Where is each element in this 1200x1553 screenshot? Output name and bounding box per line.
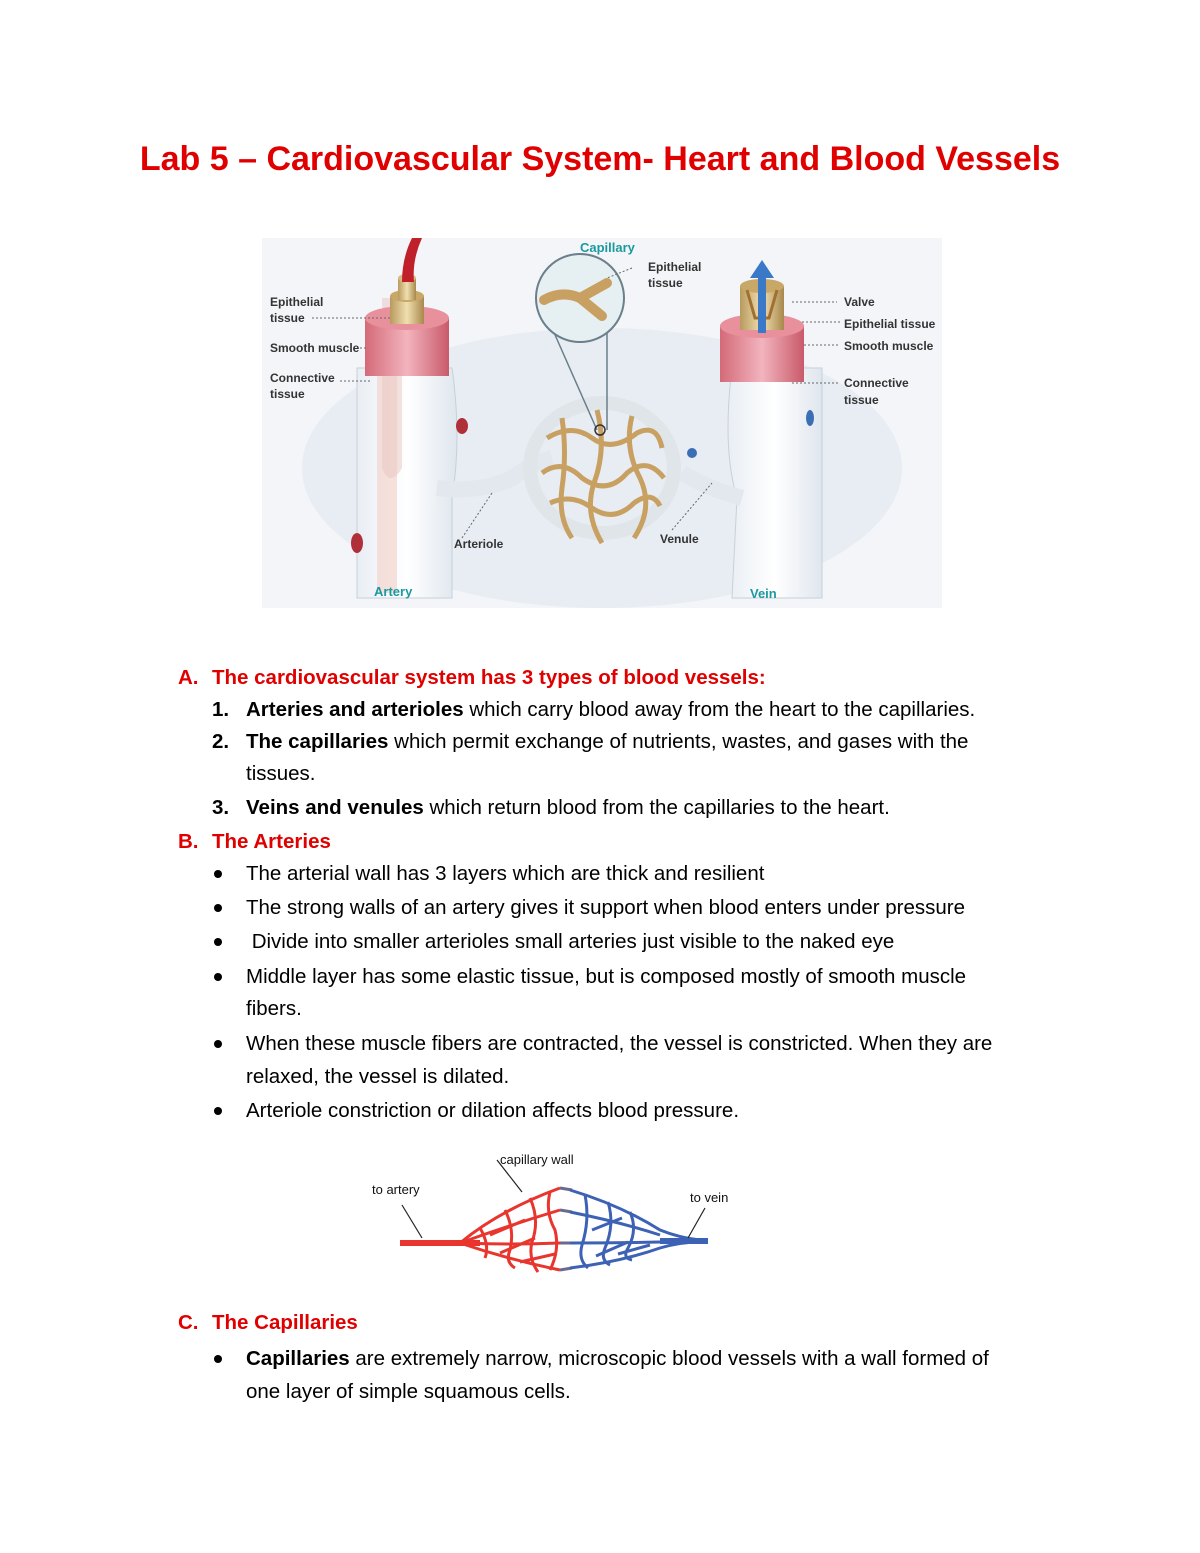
section-b-heading: The Arteries: [212, 830, 331, 853]
bullet-item: The arterial wall has 3 layers which are thick and resilient: [246, 862, 765, 885]
bullet-icon: [214, 938, 222, 946]
vein-label: Vein: [750, 586, 777, 601]
valve-label: Valve: [844, 295, 875, 309]
section-c-heading: The Capillaries: [212, 1311, 358, 1334]
to-vein-label: to vein: [690, 1190, 729, 1205]
bullet-item: The strong walls of an artery gives it support when blood enters under pressure: [246, 896, 966, 919]
list-item: The capillaries which permit exchange of nutrients, wastes, and gases with the: [246, 730, 969, 753]
section-c-marker: C.: [178, 1311, 199, 1334]
svg-text:tissue: tissue: [270, 311, 305, 325]
bullet-icon: [214, 1107, 222, 1115]
list-item-number: 3.: [212, 796, 230, 819]
bullet-icon: [214, 1040, 222, 1048]
bullet-item: Divide into smaller arterioles small arteries just visible to the naked eye: [246, 930, 895, 953]
bullet-icon: [214, 973, 222, 981]
svg-text:tissue: tissue: [648, 276, 683, 290]
to-artery-label: to artery: [372, 1182, 420, 1197]
list-item-number: 1.: [212, 698, 230, 721]
epithelial-left-label: Epithelial: [270, 295, 324, 309]
bullet-item: Capillaries are extremely narrow, microscopic blood vessels with a wall formed of: [246, 1347, 989, 1370]
bullet-icon: [214, 904, 222, 912]
bullet-item-continuation: one layer of simple squamous cells.: [246, 1380, 571, 1403]
bullet-item: Arteriole constriction or dilation affects blood pressure.: [246, 1099, 740, 1122]
list-item: Veins and venules which return blood from the capillaries to the heart.: [246, 796, 890, 819]
section-a-heading: The cardiovascular system has 3 types of blood vessels:: [212, 666, 766, 689]
capillary-bed-diagram: [360, 1150, 750, 1280]
epithelial-top-label: Epithelial: [648, 260, 702, 274]
smooth-muscle-left-label: Smooth muscle: [270, 341, 360, 355]
bullet-icon: [214, 1355, 222, 1363]
svg-text:tissue: tissue: [270, 387, 305, 401]
capillary-label: Capillary: [580, 240, 635, 255]
section-a-marker: A.: [178, 666, 199, 689]
blood-vessels-diagram: [262, 238, 942, 608]
connective-left-label: Connective: [270, 371, 335, 385]
bullet-icon: [214, 870, 222, 878]
capillary-wall-label: capillary wall: [500, 1152, 574, 1167]
bullet-item-continuation: fibers.: [246, 997, 302, 1020]
bullet-item: Middle layer has some elastic tissue, but is composed mostly of smooth muscle: [246, 965, 967, 988]
epithelial-right-label: Epithelial tissue: [844, 317, 936, 331]
page-title: Lab 5 – Cardiovascular System- Heart and Blood Vessels: [139, 140, 1061, 178]
list-item-number: 2.: [212, 730, 230, 753]
svg-text:tissue: tissue: [844, 393, 879, 407]
artery-label: Artery: [374, 584, 413, 599]
connective-right-label: Connective: [844, 376, 909, 390]
venule-label: Venule: [660, 532, 699, 546]
bullet-item-continuation: relaxed, the vessel is dilated.: [246, 1065, 510, 1088]
list-item: Arteries and arterioles which carry blood away from the heart to the capillaries.: [246, 698, 976, 721]
list-item-continuation: tissues.: [246, 762, 316, 785]
arteriole-label: Arteriole: [454, 537, 504, 551]
section-b-marker: B.: [178, 830, 199, 853]
smooth-muscle-right-label: Smooth muscle: [844, 339, 934, 353]
bullet-item: When these muscle fibers are contracted, the vessel is constricted. When they are: [246, 1032, 993, 1055]
